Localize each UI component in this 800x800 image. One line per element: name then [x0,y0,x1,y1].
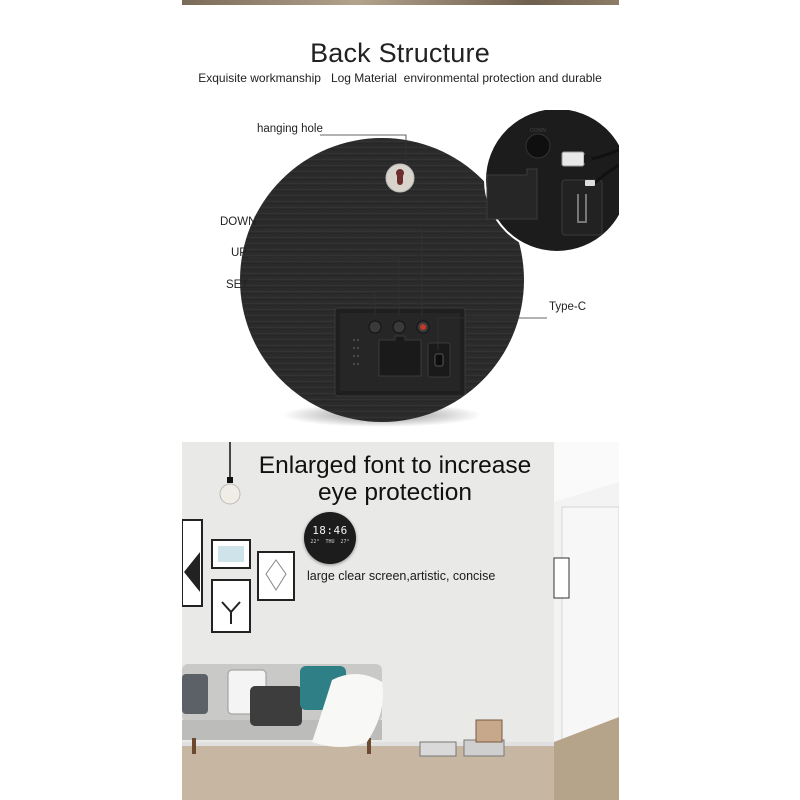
clock-display [304,512,356,564]
hanging-hole [386,164,414,192]
back-structure-diagram [182,110,619,430]
control-panel [335,308,465,396]
zoom-inset [485,110,619,252]
up-button [393,321,405,333]
caption: large clear screen,artistic, concise [307,569,496,583]
top-photo-strip [182,0,619,5]
svg-text:DOWN: DOWN [530,128,546,134]
page-title: Back Structure [310,38,490,68]
label-down: DOWN [220,216,257,228]
label-type-c: Type-C [549,301,587,313]
label-up: UP [231,247,247,259]
set-button [369,321,381,333]
headline: Enlarged font to increase eye protection [258,452,532,506]
page-subtitle: Exquisite workmanship Log Material environmental protection and durable [198,71,602,85]
clock-detail: 22° THU 27° [310,539,350,545]
label-set: SET [226,279,249,291]
clock-time: 18:46 [312,524,348,537]
label-hanging-hole: hanging hole [257,123,323,135]
